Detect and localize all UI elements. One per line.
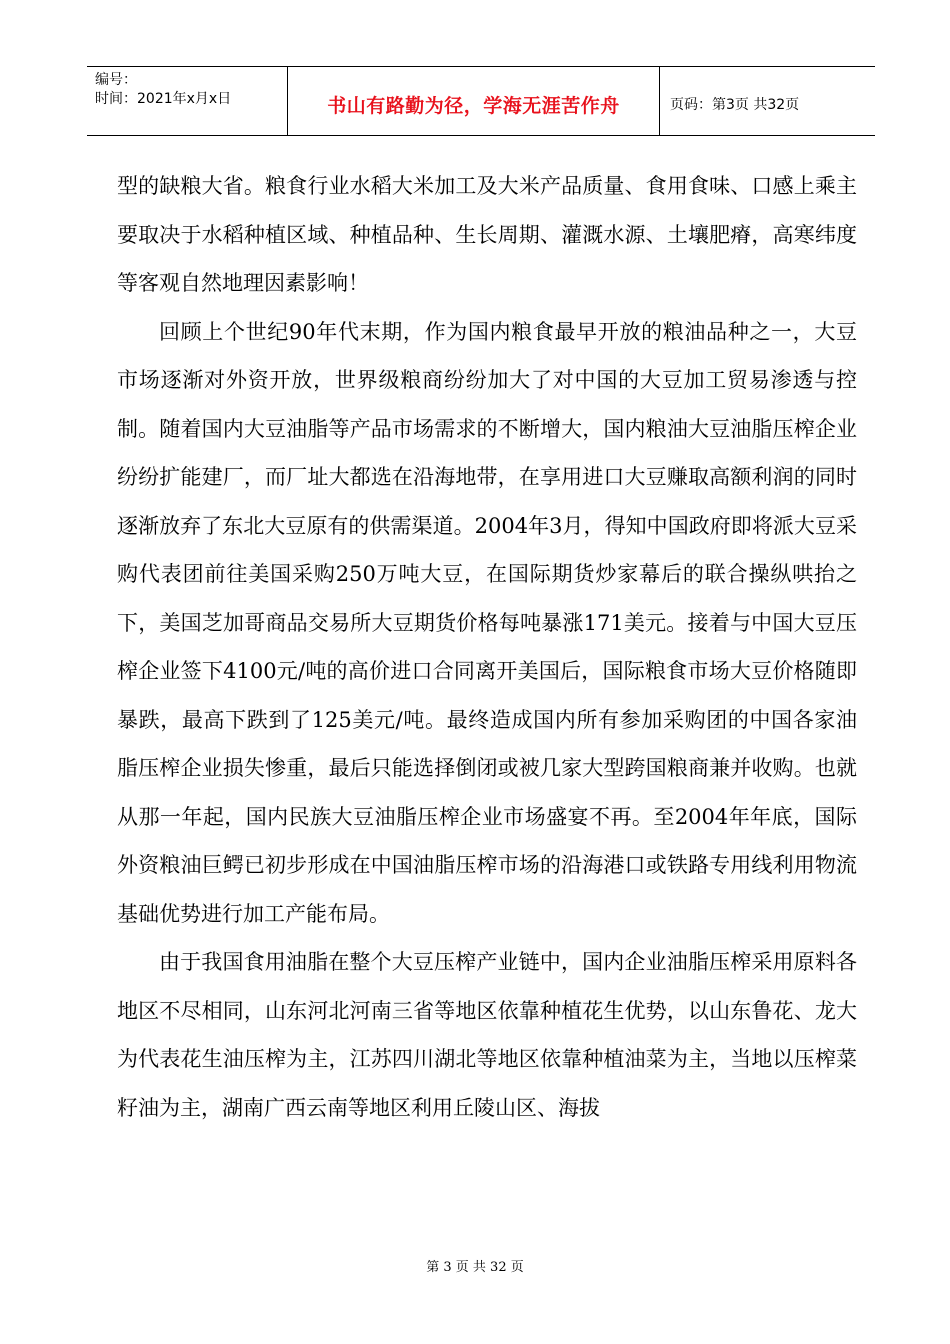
page-info: 页码：第3页 共32页 <box>670 97 800 113</box>
paragraph: 回顾上个世纪90年代末期，作为国内粮食最早开放的粮油品种之一，大豆市场逐渐对外资开放，世界级粮商纷纷加大了对中国的大豆加工贸易渗透与控制。随着国内大豆油脂等产品市场需求的不断增大，国内粮油大豆油脂压榨企业纷纷扩能建厂，而厂址大都选在沿海地带，在享用进口大豆赚取高额利润的同时逐渐放弃了东北大豆原有的供需渠道。2004年3月，得知中国政府即将派大豆采购代表团前往美国采购250万吨大豆，在国际期货炒家幕后的联合操纵哄抬之下，美国芝加哥商品交易所大豆期货价格每吨暴涨171美元。接着与中国大豆压榨企业签下4100元/吨的高价进口合同离开美国后，国际粮食市场大豆价格随即暴跌，最高下跌到了125美元/吨。最终造成国内所有参加采购团的中国各家油脂压榨企业损失惨重，最后只能选择倒闭或被几家大型跨国粮商兼并收购。也就从那一年起，国内民族大豆油脂压榨企业市场盛宴不再。至2004年年底，国际外资粮油巨鳄已初步形成在中国油脂压榨市场的沿海港口或铁路专用线利用物流基础优势进行加工产能布局。 <box>117 319 857 926</box>
header-page-cell <box>660 67 875 135</box>
serial-number-label: 编号： <box>95 72 137 88</box>
document-header <box>87 66 875 136</box>
header-motto-cell <box>288 67 660 135</box>
motto-text: 书山有路勤为径，学海无涯苦作舟 <box>327 94 620 117</box>
header-meta <box>87 67 288 135</box>
paragraph: 型的缺粮大省。粮食行业水稻大米加工及大米产品质量、食用食味、口感上乘主要取决于水稻种植区域、种植品种、生长周期、灌溉水源、土壤肥瘠，高寒纬度等客观自然地理因素影响！ <box>117 174 857 295</box>
document-body <box>117 162 857 1132</box>
time-label: 时间：2021年x月x日 <box>95 91 232 107</box>
paragraph: 由于我国食用油脂在整个大豆压榨产业链中，国内企业油脂压榨采用原料各地区不尽相同，山东河北河南三省等地区依靠种植花生优势，以山东鲁花、龙大为代表花生油压榨为主，江苏四川湖北等地区依靠种植油菜为主，当地以压榨菜籽油为主，湖南广西云南等地区利用丘陵山区、海拔 <box>117 950 857 1120</box>
page-footer: 第 3 页 共 32 页 <box>426 1260 524 1275</box>
